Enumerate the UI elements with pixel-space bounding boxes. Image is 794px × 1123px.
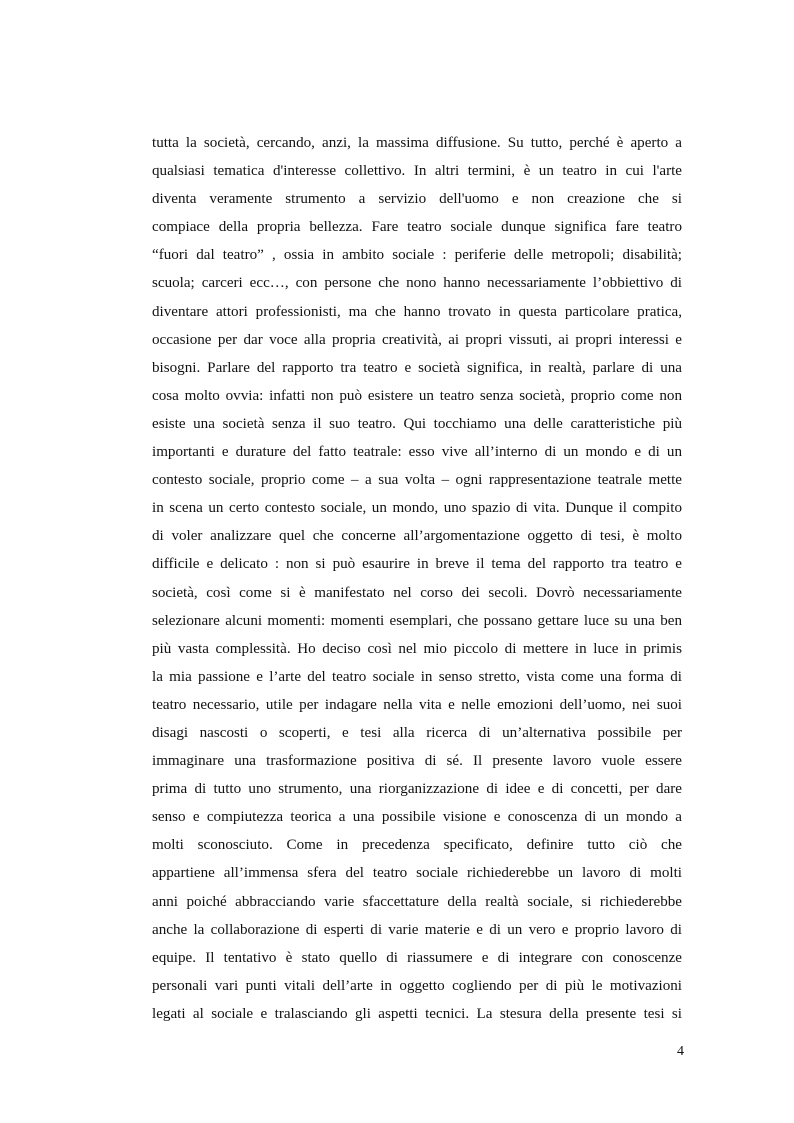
text-line: scuola; carceri ecc…, con persone che nono hanno necessariamente l’obbiettivo di [152, 275, 682, 292]
text-line: selezionare alcuni momenti: momenti esemplari, che possano gettare luce su una ben [152, 612, 682, 629]
text-line: contesto sociale, proprio come – a sua volta – ogni rappresentazione teatrale mette [152, 472, 682, 489]
text-line: tutta la società, cercando, anzi, la massima diffusione. Su tutto, perché è aperto a [152, 135, 682, 151]
text-line: “fuori dal teatro” , ossia in ambito sociale : periferie delle metropoli; disabilità; [152, 247, 682, 264]
text-line: compiace della propria bellezza. Fare teatro sociale dunque significa fare teatro [152, 219, 682, 236]
text-line: disagi nascosti o scoperti, e tesi alla ricerca di un’alternativa possibile per [152, 724, 682, 741]
text-line: senso e compiutezza teorica a una possibile visione e conoscenza di un mondo a [152, 809, 682, 826]
text-line: qualsiasi tematica d'interesse collettivo. In altri termini, è un teatro in cui l'arte [152, 163, 682, 180]
text-line: immaginare una trasformazione positiva di sé. Il presente lavoro vuole essere [152, 753, 682, 770]
text-line: di voler analizzare quel che concerne all’argomentazione oggetto di tesi, è molto [152, 528, 682, 545]
text-line: cosa molto ovvia: infatti non può esistere un teatro senza società, proprio come non [152, 387, 682, 404]
text-line: molti sconosciuto. Come in precedenza specificato, definire tutto ciò che [152, 837, 682, 854]
text-line: in scena un certo contesto sociale, un mondo, uno spazio di vita. Dunque il compito [152, 500, 682, 517]
body-text [152, 129, 682, 1028]
text-line: anche la collaborazione di esperti di varie materie e di un vero e proprio lavoro di [152, 921, 682, 938]
text-line: legati al sociale e tralasciando gli aspetti tecnici. La stesura della presente tesi si [152, 1005, 682, 1022]
text-line: esiste una società senza il suo teatro. Qui tocchiamo una delle caratteristiche più [152, 415, 682, 432]
text-line: prima di tutto uno strumento, una riorganizzazione di idee e di concetti, per dare [152, 781, 682, 798]
text-line: difficile e delicato : non si può esaurire in breve il tema del rapporto tra teatro e [152, 556, 682, 573]
text-line: teatro necessario, utile per indagare nella vita e nelle emozioni dell’uomo, nei suoi [152, 696, 682, 713]
text-line: personali vari punti vitali dell’arte in oggetto cogliendo per di più le motivazioni [152, 977, 682, 994]
text-line: anni poiché abbracciando varie sfaccettature della realtà sociale, si richiederebbe [152, 893, 682, 910]
text-line: appartiene all’immensa sfera del teatro sociale richiederebbe un lavoro di molti [152, 865, 682, 882]
text-line: bisogni. Parlare del rapporto tra teatro e società significa, in realtà, parlare di una [152, 359, 682, 376]
text-line: occasione per dar voce alla propria creatività, ai propri vissuti, ai propri interessi e [152, 331, 682, 348]
text-line: la mia passione e l’arte del teatro sociale in senso stretto, vista come una forma di [152, 668, 682, 685]
text-line: equipe. Il tentativo è stato quello di riassumere e di integrare con conoscenze [152, 949, 682, 966]
text-line: società, così come si è manifestato nel corso dei secoli. Dovrò necessariamente [152, 584, 682, 601]
text-line: diventa veramente strumento a servizio dell'uomo e non creazione che si [152, 191, 682, 208]
text-line: diventare attori professionisti, ma che hanno trovato in questa particolare pratica, [152, 303, 682, 320]
text-line: importanti e durature del fatto teatrale: esso vive all’interno di un mondo e di un [152, 444, 682, 461]
page-number: 4 [677, 1044, 684, 1059]
text-line: più vasta complessità. Ho deciso così nel mio piccolo di mettere in luce in primis [152, 640, 682, 657]
